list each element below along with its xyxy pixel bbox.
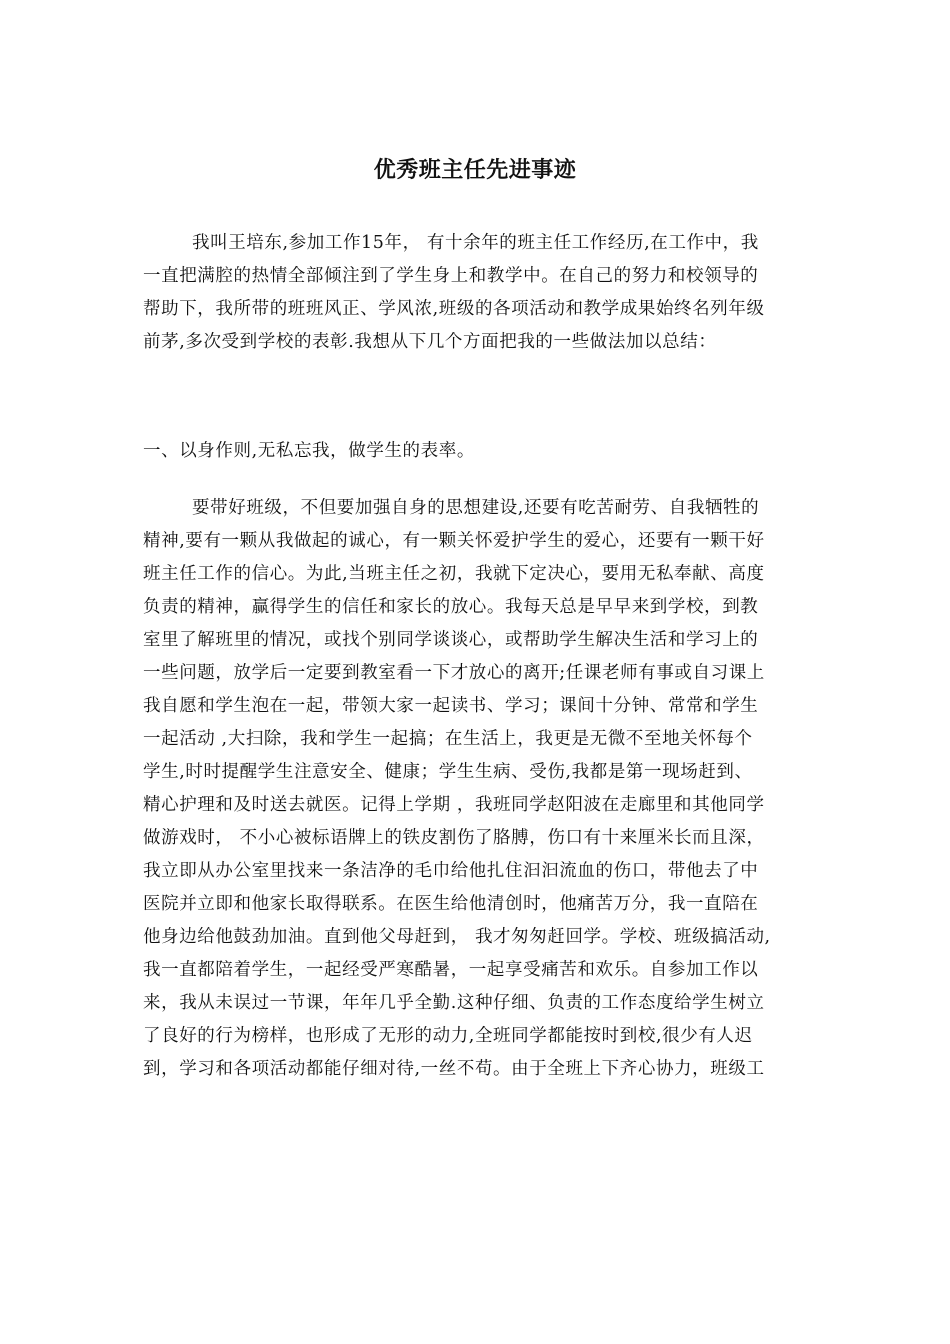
paragraph-line: 一直把满腔的热情全部倾注到了学生身上和教学中。在自己的努力和校领导的 — [143, 266, 759, 286]
paragraph-line: 我立即从办公室里找来一条洁净的毛巾给他扎住汩汩流血的伤口，带他去了中 — [143, 861, 759, 881]
paragraph-line: 班主任工作的信心。为此,当班主任之初，我就下定决心，要用无私奉献、高度 — [143, 564, 765, 584]
paragraph-line: 一些问题，放学后一定要到教室看一下才放心的离开;任课老师有事或自习课上 — [143, 663, 765, 683]
paragraph-line: 做游戏时， 不小心被标语牌上的铁皮割伤了胳膊，伤口有十来厘米长而且深， — [143, 828, 765, 848]
paragraph-line: 医院并立即和他家长取得联系。在医生给他清创时，他痛苦万分，我一直陪在 — [143, 894, 759, 914]
paragraph-line: 他身边给他鼓劲加油。直到他父母赶到， 我才匆匆赶回学。学校、班级搞活动, — [143, 927, 771, 947]
paragraph-line: 我自愿和学生泡在一起，带领大家一起读书、学习；课间十分钟、常常和学生 — [143, 696, 759, 716]
paragraph-line: 我一直都陪着学生，一起经受严寒酷暑，一起享受痛苦和欢乐。自参加工作以 — [143, 960, 759, 980]
paragraph-line: 前茅,多次受到学校的表彰.我想从下几个方面把我的一些做法加以总结： — [143, 332, 717, 352]
paragraph-line: 要带好班级，不但要加强自身的思想建设,还要有吃苦耐劳、自我牺牲的 — [192, 498, 760, 518]
paragraph-line: 了良好的行为榜样，也形成了无形的动力,全班同学都能按时到校,很少有人迟 — [143, 1026, 753, 1046]
paragraph-line: 来，我从未误过一节课，年年几乎全勤.这种仔细、负责的工作态度给学生树立 — [143, 993, 765, 1013]
paragraph-line: 负责的精神，赢得学生的信任和家长的放心。我每天总是早早来到学校，到教 — [143, 597, 759, 617]
paragraph-line: 精心护理和及时送去就医。记得上学期 ，我班同学赵阳波在走廊里和其他同学 — [143, 795, 765, 815]
paragraph-line: 学生,时时提醒学生注意安全、健康；学生生病、受伤,我都是第一现场赶到、 — [143, 762, 753, 782]
paragraph-line: 一起活动 ,大扫除，我和学生一起搞；在生活上，我更是无微不至地关怀每个 — [143, 729, 753, 749]
document-title: 优秀班主任先进事迹 — [373, 158, 577, 183]
section-heading: 一、以身作则,无私忘我，做学生的表率。 — [143, 441, 475, 461]
paragraph-line: 我叫王培东,参加工作15年， 有十余年的班主任工作经历,在工作中，我 — [192, 233, 759, 253]
paragraph-line: 到，学习和各项活动都能仔细对待,一丝不苟。由于全班上下齐心协力，班级工 — [143, 1059, 765, 1079]
paragraph-line: 帮助下，我所带的班班风正、学风浓,班级的各项活动和教学成果始终名列年级 — [143, 299, 765, 319]
paragraph-line: 精神,要有一颗从我做起的诚心，有一颗关怀爱护学生的爱心，还要有一颗干好 — [143, 531, 765, 551]
paragraph-line: 室里了解班里的情况，或找个别同学谈谈心，或帮助学生解决生活和学习上的 — [143, 630, 759, 650]
